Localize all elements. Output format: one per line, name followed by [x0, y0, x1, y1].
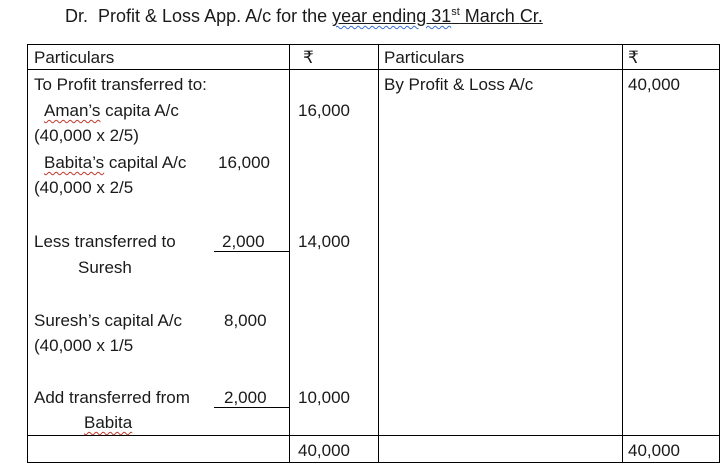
less-transferred-to: Suresh	[78, 258, 132, 277]
aman-calc: (40,000 x 2/5)	[34, 126, 139, 145]
babita-net-amount: 14,000	[298, 232, 350, 251]
add-inner-amount: 2,000	[224, 388, 267, 407]
babita-calc: (40,000 x 2/5	[34, 178, 134, 197]
column-divider-left-amount	[289, 45, 290, 462]
less-inner-amount: 2,000	[222, 232, 265, 251]
credit-total: 40,000	[628, 441, 680, 460]
title-month: March	[459, 6, 520, 26]
add-transferred-label: Add transferred from	[34, 388, 190, 407]
aman-name: Aman’s	[44, 101, 101, 120]
babita-name: Babita’s	[44, 153, 105, 172]
suresh-calc: (40,000 x 1/5	[34, 336, 134, 355]
add-from-name: Babita	[84, 413, 133, 432]
title-text-underlined	[332, 6, 520, 26]
header-left-amount: ₹	[303, 48, 314, 67]
title-year-ending: year ending 31	[332, 6, 452, 26]
babita-inner-amount: 16,000	[218, 153, 270, 172]
header-left-particulars: Particulars	[34, 48, 115, 67]
total-row-divider	[28, 435, 719, 436]
title-text-start: Profit & Loss App. A/c for the	[98, 6, 333, 26]
suresh-capital-label: Suresh’s capital A/c	[34, 311, 183, 330]
less-amount-underline	[214, 251, 289, 252]
column-divider-center	[378, 45, 379, 462]
aman-account: capita A/c	[100, 101, 179, 120]
to-profit-label: To Profit transferred to:	[34, 75, 207, 94]
by-profit-loss-label: By Profit & Loss A/c	[384, 75, 534, 94]
aman-amount: 16,000	[298, 101, 350, 120]
debit-marker: Dr.	[65, 6, 89, 26]
credit-marker: Cr.	[519, 6, 543, 26]
aman-capital-label	[44, 100, 179, 122]
babita-account: capital A/c	[104, 153, 187, 172]
title-ordinal-suffix: st	[451, 6, 460, 18]
header-row-divider	[28, 69, 719, 70]
header-right-particulars: Particulars	[384, 48, 465, 67]
profit-loss-appropriation-table	[27, 44, 720, 463]
account-heading	[65, 4, 543, 28]
by-profit-loss-amount: 40,000	[628, 75, 680, 94]
add-transferred-from	[84, 412, 132, 434]
babita-capital-label	[44, 152, 186, 174]
column-divider-right-amount	[622, 45, 623, 462]
suresh-net-amount: 10,000	[298, 388, 350, 407]
add-amount-underline	[214, 407, 289, 408]
debit-total: 40,000	[298, 441, 350, 460]
less-transferred-label: Less transferred to	[34, 232, 176, 251]
header-right-amount: ₹	[628, 48, 639, 67]
suresh-inner-amount: 8,000	[224, 311, 267, 330]
